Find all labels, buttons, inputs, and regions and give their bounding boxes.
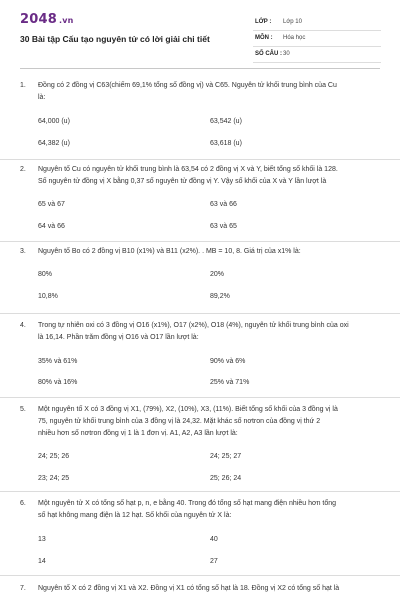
question-line: Nguyên tố X có 2 đồng vị X1 và X2. Đồng vị X1 có tổng số hạt là 18. Đồng vị X2 có tổng số hạt là — [38, 585, 340, 592]
logo-suffix: .vn — [58, 16, 74, 25]
answer-option[interactable]: 80% — [38, 271, 53, 278]
answer-option[interactable]: 35% và 61% — [38, 358, 78, 365]
question-line: số hạt không mang điện là 12 hạt. Số khối của nguyên tử X là: — [38, 512, 232, 519]
question-number: 1. — [20, 82, 26, 89]
question-number: 3. — [20, 248, 26, 255]
meta-value: Hóa học — [283, 35, 306, 41]
answer-option[interactable]: 63 và 66 — [210, 201, 237, 208]
question-1 — [0, 80, 400, 160]
question-text — [38, 498, 382, 522]
question-text — [38, 404, 382, 440]
question-text — [38, 583, 382, 595]
answer-option[interactable]: 64,382 (u) — [38, 140, 70, 147]
question-line: là 16,14. Phần trăm đồng vị O16 và O17 lần lượt là: — [38, 334, 199, 341]
question-line: Đồng có 2 đồng vị C63(chiếm 69,1% tổng số đồng vị) và C65. Nguyên tử khối trung bình của Cu — [38, 82, 337, 89]
logo-text: 2048 — [20, 12, 57, 27]
meta-value: Lớp 10 — [283, 19, 302, 25]
question-2 — [0, 164, 400, 242]
meta-table — [253, 15, 381, 63]
answer-option[interactable]: 25% và 71% — [210, 379, 250, 386]
answer-option[interactable]: 64 và 66 — [38, 223, 65, 230]
question-line: Số nguyên tử đồng vị X bằng 0,37 số nguyên tử đồng vị Y. Vậy số khối của X và Y lần lượt là — [38, 178, 327, 185]
question-line: là: — [38, 94, 46, 101]
answer-option[interactable]: 10,8% — [38, 293, 58, 300]
question-4 — [0, 320, 400, 398]
meta-label: SỐ CÂU : — [255, 51, 282, 57]
question-line: 75, nguyên tử khối trung bình của 3 đồng vị là 24,32. Mặt khác số nơtron của đồng vị thứ 2 — [38, 418, 321, 425]
question-line: Trong tự nhiên oxi có 3 đồng vị O16 (x1%), O17 (x2%), O18 (4%), nguyên tử khối trung bình của oxi — [38, 322, 349, 329]
question-text — [38, 164, 382, 188]
question-text — [38, 80, 382, 104]
question-text — [38, 246, 382, 258]
answer-option[interactable]: 27 — [210, 558, 218, 565]
meta-row-class — [253, 15, 381, 31]
site-logo[interactable] — [20, 12, 74, 27]
question-line: Một nguyên tố X có 3 đồng vị X1, (79%), X2, (10%), X3, (11%). Biết tổng số khối của 3 đồng vị là — [38, 406, 338, 413]
answer-option[interactable]: 20% — [210, 271, 225, 278]
question-line: Nguyên tố Bo có 2 đồng vị B10 (x1%) và B11 (x2%). . MB = 10, 8. Giá trị của x1% là: — [38, 248, 301, 255]
answer-option[interactable]: 25; 26; 24 — [210, 475, 242, 482]
question-number: 5. — [20, 406, 26, 413]
question-line: Một nguyên tử X có tổng số hạt p, n, e bằng 40. Trong đó tổng số hạt mang điện nhiều hơn tổng — [38, 500, 337, 507]
document-header — [0, 0, 400, 62]
question-line: nhiều hơn số nơtron đồng vị 1 là 1 đơn vị. A1, A2, A3 lần lượt là: — [38, 430, 238, 437]
question-3 — [0, 246, 400, 314]
document-title: 30 Bài tập Cấu tạo nguyên tử có lời giải chi tiết — [20, 34, 210, 44]
question-number: 7. — [20, 585, 26, 592]
answer-option[interactable]: 40 — [210, 536, 218, 543]
answer-option[interactable]: 63,542 (u) — [210, 118, 242, 125]
meta-row-subject — [253, 31, 381, 47]
question-number: 6. — [20, 500, 26, 507]
question-number: 2. — [20, 166, 26, 173]
meta-label: LỚP : — [255, 19, 272, 25]
question-text — [38, 320, 382, 344]
question-6 — [0, 498, 400, 576]
answer-option[interactable]: 89,2% — [210, 293, 230, 300]
answer-option[interactable]: 13 — [38, 536, 46, 543]
question-5 — [0, 404, 400, 492]
meta-value: 30 — [283, 51, 290, 57]
meta-row-count — [253, 47, 381, 63]
answer-option[interactable]: 14 — [38, 558, 46, 565]
answer-option[interactable]: 80% và 16% — [38, 379, 78, 386]
answer-option[interactable]: 24; 25; 27 — [210, 453, 242, 460]
question-number: 4. — [20, 322, 26, 329]
answer-option[interactable]: 23; 24; 25 — [38, 475, 70, 482]
meta-label: MÔN : — [255, 35, 273, 41]
answer-option[interactable]: 63 và 65 — [210, 223, 237, 230]
answer-option[interactable]: 64,000 (u) — [38, 118, 70, 125]
question-line: Nguyên tố Cu có nguyên tử khối trung bình là 63,54 có 2 đồng vị X và Y, biết tổng số khối là 128. — [38, 166, 338, 173]
answer-option[interactable]: 63,618 (u) — [210, 140, 242, 147]
answer-option[interactable]: 65 và 67 — [38, 201, 65, 208]
answer-option[interactable]: 24; 25; 26 — [38, 453, 70, 460]
header-divider — [20, 68, 380, 69]
question-7 — [0, 583, 400, 600]
answer-option[interactable]: 90% và 6% — [210, 358, 246, 365]
